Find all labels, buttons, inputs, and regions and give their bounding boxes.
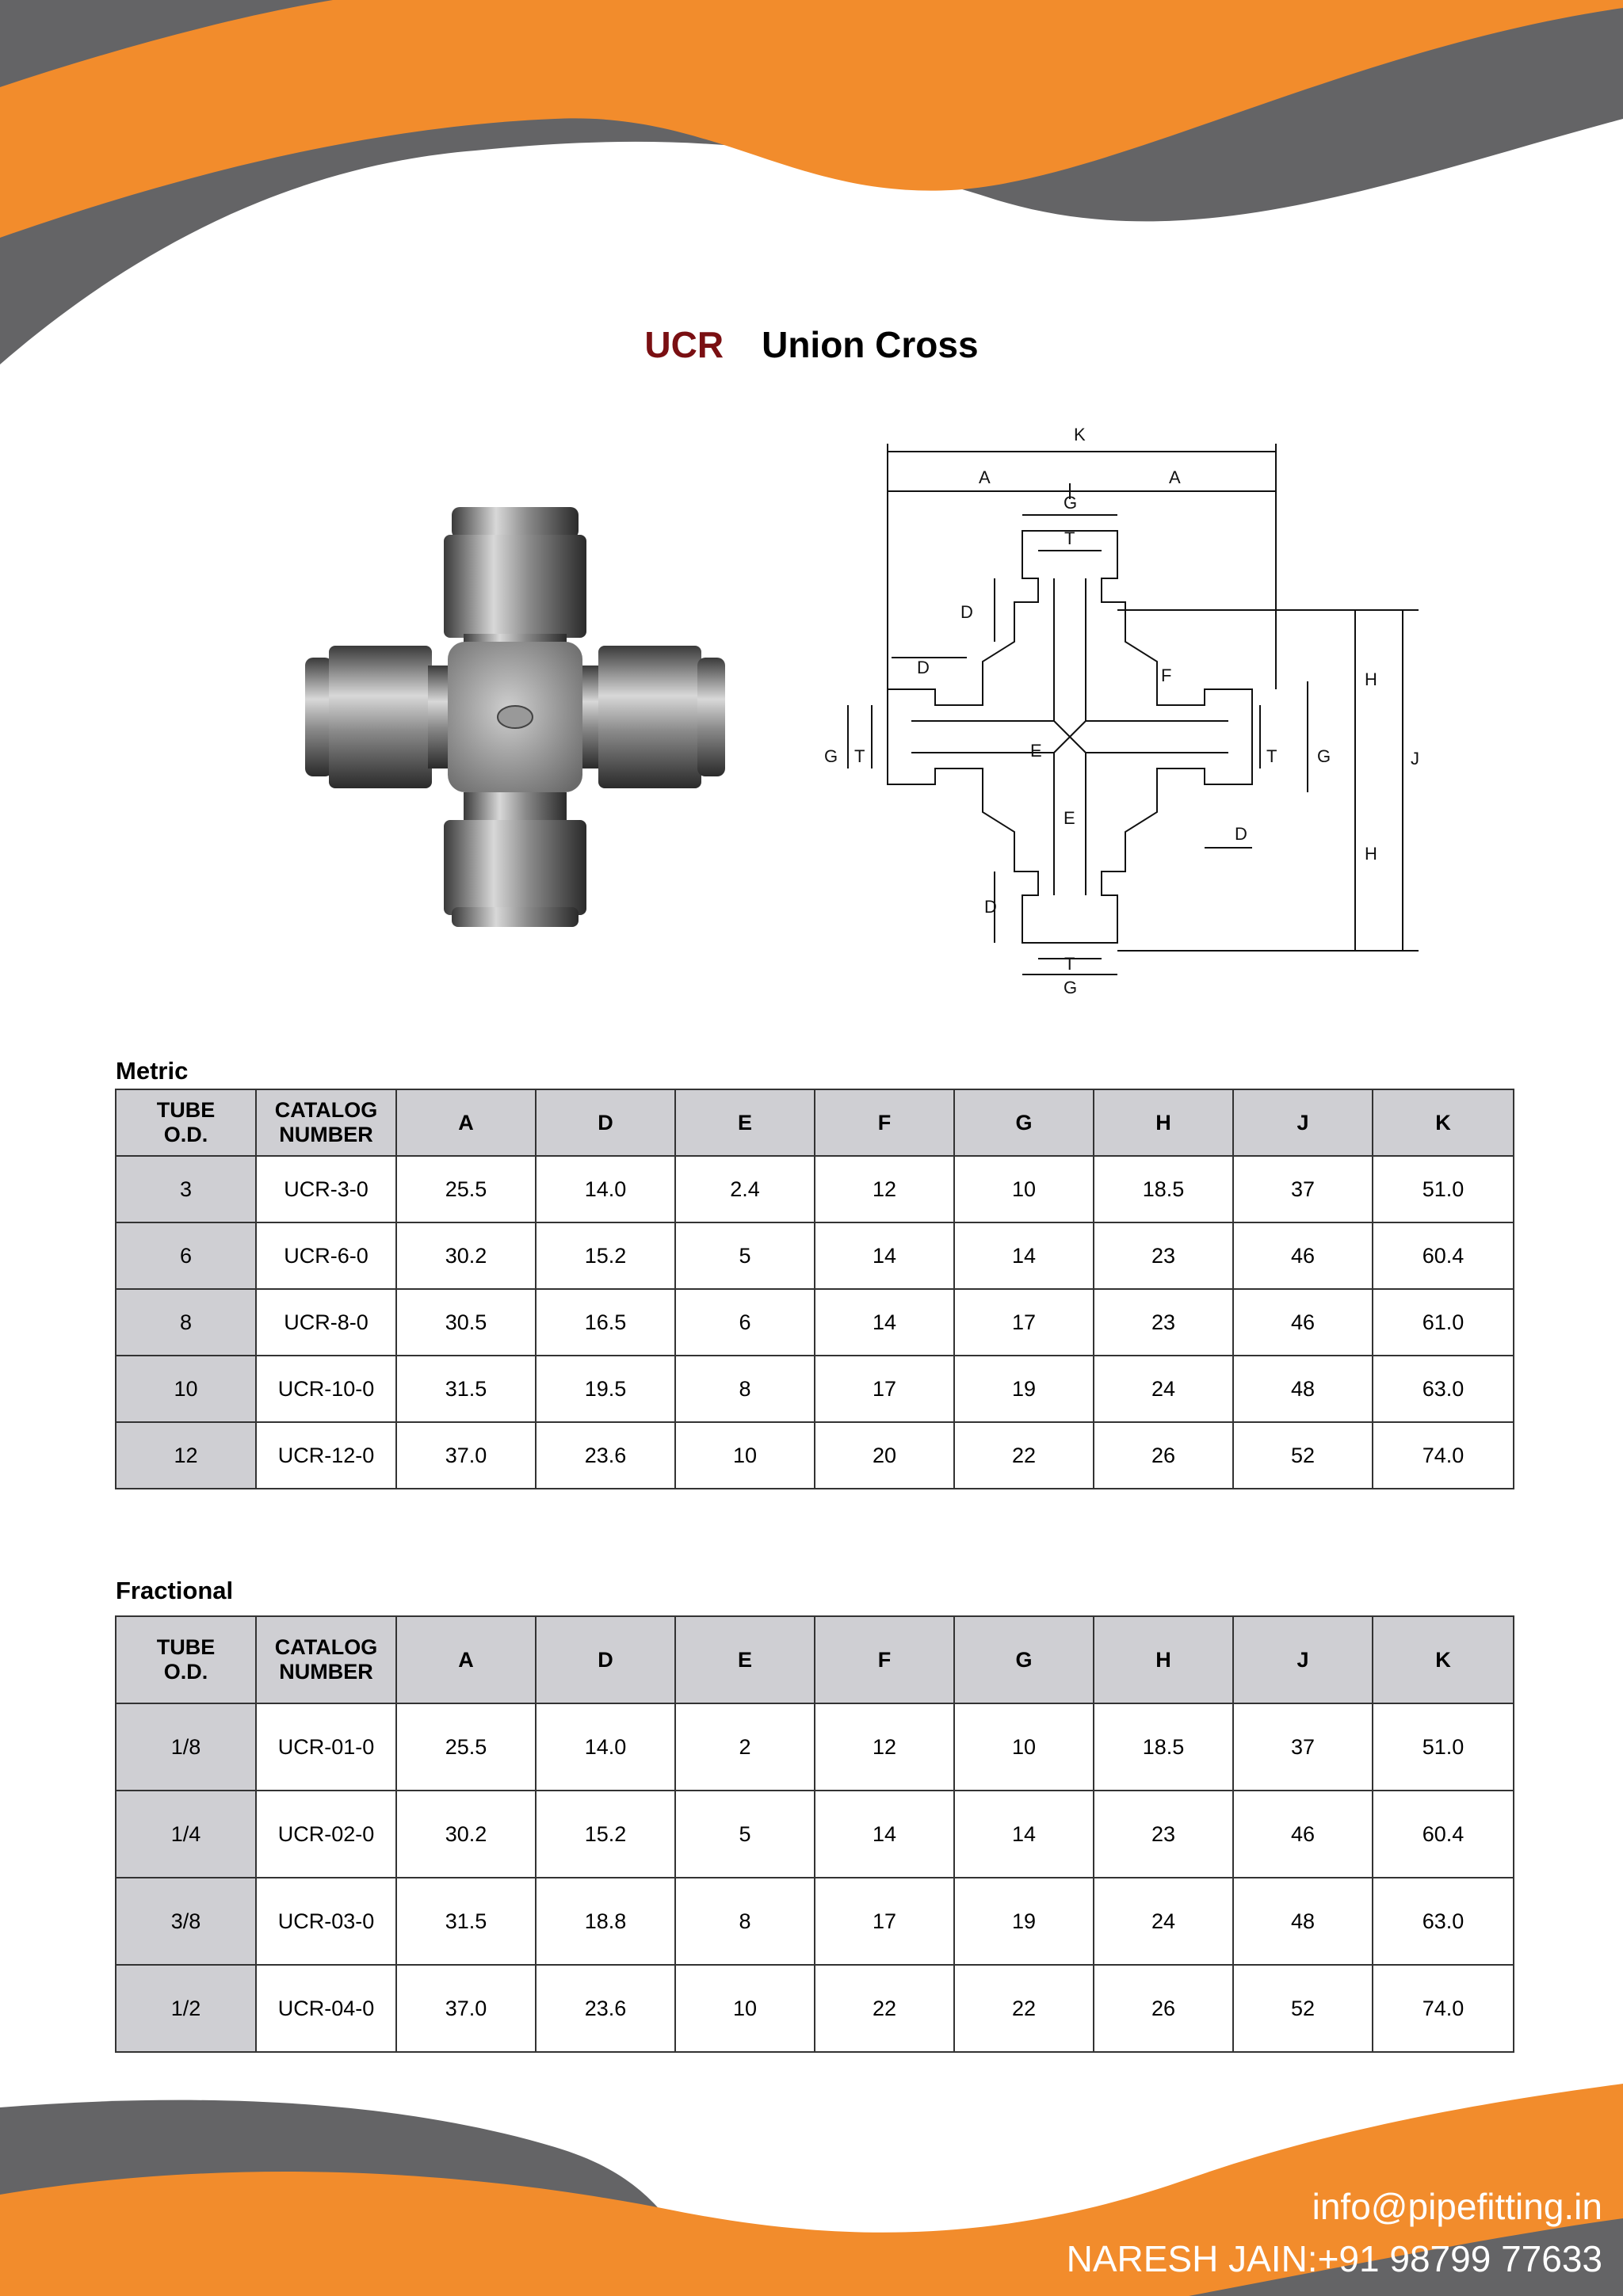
dimension-cell: 12 <box>815 1156 954 1222</box>
catalog-number-cell: UCR-8-0 <box>256 1289 396 1356</box>
dimension-cell: 74.0 <box>1373 1422 1514 1489</box>
dimension-cell: 18.5 <box>1094 1156 1233 1222</box>
dimension-cell: 48 <box>1233 1878 1373 1965</box>
product-name: Union Cross <box>762 324 979 365</box>
table-row <box>116 1222 1514 1289</box>
dimension-cell: 46 <box>1233 1222 1373 1289</box>
table-header-row <box>116 1616 1514 1703</box>
fractional-section-label: Fractional <box>116 1577 234 1604</box>
dimension-cell: 63.0 <box>1373 1356 1514 1422</box>
drawing-label-g-left: G <box>824 746 838 766</box>
dimension-cell: 19.5 <box>536 1356 675 1422</box>
dimension-cell: 24 <box>1094 1356 1233 1422</box>
drawing-label-d-right: D <box>1235 824 1247 844</box>
dimension-cell: 17 <box>954 1289 1094 1356</box>
dimension-cell: 10 <box>675 1422 815 1489</box>
column-header: CATALOG NUMBER <box>256 1089 396 1156</box>
drawing-label-a-left: A <box>979 467 991 487</box>
tube-od-cell: 3 <box>116 1156 256 1222</box>
column-header: E <box>675 1616 815 1703</box>
drawing-label-d-left: D <box>917 658 930 677</box>
tube-od-cell: 1/4 <box>116 1791 256 1878</box>
dimension-cell: 37.0 <box>396 1965 536 2052</box>
drawing-label-g-right: G <box>1317 746 1331 766</box>
dimension-cell: 60.4 <box>1373 1791 1514 1878</box>
drawing-label-g-bottom: G <box>1064 978 1078 997</box>
column-header: D <box>536 1616 675 1703</box>
dimension-cell: 5 <box>675 1222 815 1289</box>
dimension-cell: 31.5 <box>396 1878 536 1965</box>
fractional-table <box>115 1615 1514 2053</box>
dimension-cell: 26 <box>1094 1422 1233 1489</box>
column-header: CATALOG NUMBER <box>256 1616 396 1703</box>
tube-od-cell: 6 <box>116 1222 256 1289</box>
dimension-cell: 52 <box>1233 1965 1373 2052</box>
dimension-cell: 14 <box>815 1289 954 1356</box>
dimension-cell: 14.0 <box>536 1156 675 1222</box>
catalog-number-cell: UCR-01-0 <box>256 1703 396 1791</box>
dimension-cell: 2.4 <box>675 1156 815 1222</box>
dimension-cell: 37 <box>1233 1703 1373 1791</box>
dimension-cell: 74.0 <box>1373 1965 1514 2052</box>
dimension-cell: 15.2 <box>536 1222 675 1289</box>
drawing-label-j: J <box>1411 749 1419 769</box>
dimension-cell: 23.6 <box>536 1965 675 2052</box>
dimension-cell: 8 <box>675 1356 815 1422</box>
drawing-label-d-top: D <box>960 602 973 622</box>
dimension-cell: 10 <box>675 1965 815 2052</box>
table-header-row <box>116 1089 1514 1156</box>
dimension-cell: 30.5 <box>396 1289 536 1356</box>
dimension-cell: 52 <box>1233 1422 1373 1489</box>
dimension-cell: 18.8 <box>536 1878 675 1965</box>
column-header: A <box>396 1616 536 1703</box>
page-title <box>0 323 1623 366</box>
dimension-cell: 25.5 <box>396 1156 536 1222</box>
dimension-cell: 16.5 <box>536 1289 675 1356</box>
column-header: G <box>954 1089 1094 1156</box>
table-row <box>116 1878 1514 1965</box>
drawing-label-t-top: T <box>1064 528 1075 548</box>
dimension-cell: 37 <box>1233 1156 1373 1222</box>
tube-od-cell: 12 <box>116 1422 256 1489</box>
dimension-cell: 23.6 <box>536 1422 675 1489</box>
dimension-cell: 37.0 <box>396 1422 536 1489</box>
drawing-label-k: K <box>1074 425 1086 444</box>
dimension-cell: 26 <box>1094 1965 1233 2052</box>
dimension-cell: 17 <box>815 1878 954 1965</box>
product-photo <box>293 491 753 935</box>
dimension-cell: 22 <box>954 1422 1094 1489</box>
column-header: J <box>1233 1616 1373 1703</box>
dimension-cell: 24 <box>1094 1878 1233 1965</box>
dimension-cell: 61.0 <box>1373 1289 1514 1356</box>
dimension-cell: 51.0 <box>1373 1156 1514 1222</box>
catalog-number-cell: UCR-12-0 <box>256 1422 396 1489</box>
drawing-label-h-upper: H <box>1365 669 1377 689</box>
column-header: J <box>1233 1089 1373 1156</box>
drawing-label-a-right: A <box>1169 467 1181 487</box>
dimension-cell: 22 <box>815 1965 954 2052</box>
dimension-cell: 25.5 <box>396 1703 536 1791</box>
dimension-cell: 51.0 <box>1373 1703 1514 1791</box>
dimension-cell: 17 <box>815 1356 954 1422</box>
dimension-cell: 19 <box>954 1878 1094 1965</box>
catalog-number-cell: UCR-3-0 <box>256 1156 396 1222</box>
column-header: G <box>954 1616 1094 1703</box>
table-row <box>116 1289 1514 1356</box>
column-header: K <box>1373 1089 1514 1156</box>
dimension-cell: 14.0 <box>536 1703 675 1791</box>
dimension-cell: 5 <box>675 1791 815 1878</box>
metric-table <box>115 1089 1514 1489</box>
column-header: E <box>675 1089 815 1156</box>
table-row <box>116 1965 1514 2052</box>
dimension-cell: 10 <box>954 1703 1094 1791</box>
dimension-cell: 8 <box>675 1878 815 1965</box>
dimension-cell: 48 <box>1233 1356 1373 1422</box>
drawing-label-d-bottom: D <box>984 897 997 917</box>
catalog-number-cell: UCR-03-0 <box>256 1878 396 1965</box>
tube-od-cell: 1/2 <box>116 1965 256 2052</box>
metric-section-label: Metric <box>116 1057 189 1085</box>
catalog-number-cell: UCR-10-0 <box>256 1356 396 1422</box>
catalog-number-cell: UCR-04-0 <box>256 1965 396 2052</box>
drawing-label-f: F <box>1161 666 1172 685</box>
column-header: H <box>1094 1616 1233 1703</box>
contact-block <box>1067 2180 1602 2285</box>
dimension-cell: 14 <box>815 1791 954 1878</box>
dimension-cell: 46 <box>1233 1791 1373 1878</box>
tube-od-cell: 8 <box>116 1289 256 1356</box>
drawing-label-t-right: T <box>1266 746 1277 766</box>
dimension-drawing <box>800 420 1434 1006</box>
tube-od-cell: 3/8 <box>116 1878 256 1965</box>
dimension-cell: 20 <box>815 1422 954 1489</box>
dimension-cell: 14 <box>954 1222 1094 1289</box>
product-code: UCR <box>644 324 724 365</box>
dimension-cell: 23 <box>1094 1222 1233 1289</box>
column-header: H <box>1094 1089 1233 1156</box>
dimension-cell: 23 <box>1094 1791 1233 1878</box>
dimension-cell: 19 <box>954 1356 1094 1422</box>
dimension-cell: 31.5 <box>396 1356 536 1422</box>
drawing-label-t-left: T <box>854 746 865 766</box>
dimension-cell: 12 <box>815 1703 954 1791</box>
dimension-cell: 30.2 <box>396 1791 536 1878</box>
dimension-cell: 2 <box>675 1703 815 1791</box>
dimension-cell: 60.4 <box>1373 1222 1514 1289</box>
drawing-label-g-top: G <box>1064 493 1078 513</box>
drawing-label-t-bottom: T <box>1064 954 1075 974</box>
column-header: D <box>536 1089 675 1156</box>
column-header: A <box>396 1089 536 1156</box>
tube-od-cell: 1/8 <box>116 1703 256 1791</box>
catalog-number-cell: UCR-6-0 <box>256 1222 396 1289</box>
dimension-cell: 22 <box>954 1965 1094 2052</box>
column-header: K <box>1373 1616 1514 1703</box>
drawing-label-e-horizontal: E <box>1030 741 1042 761</box>
dimension-cell: 18.5 <box>1094 1703 1233 1791</box>
drawing-label-h-lower: H <box>1365 844 1377 864</box>
table-row <box>116 1422 1514 1489</box>
table-row <box>116 1356 1514 1422</box>
table-row <box>116 1791 1514 1878</box>
dimension-cell: 30.2 <box>396 1222 536 1289</box>
catalog-number-cell: UCR-02-0 <box>256 1791 396 1878</box>
dimension-cell: 46 <box>1233 1289 1373 1356</box>
tube-od-cell: 10 <box>116 1356 256 1422</box>
dimension-cell: 10 <box>954 1156 1094 1222</box>
table-row <box>116 1703 1514 1791</box>
drawing-label-e-vertical: E <box>1064 808 1075 828</box>
table-row <box>116 1156 1514 1222</box>
contact-email: info@pipefitting.in <box>1312 2186 1602 2227</box>
dimension-cell: 6 <box>675 1289 815 1356</box>
column-header: TUBE O.D. <box>116 1616 256 1703</box>
contact-phone: NARESH JAIN:+91 98799 77633 <box>1066 2238 1602 2279</box>
column-header: F <box>815 1616 954 1703</box>
dimension-cell: 14 <box>815 1222 954 1289</box>
dimension-cell: 23 <box>1094 1289 1233 1356</box>
dimension-cell: 14 <box>954 1791 1094 1878</box>
dimension-cell: 63.0 <box>1373 1878 1514 1965</box>
column-header: F <box>815 1089 954 1156</box>
dimension-cell: 15.2 <box>536 1791 675 1878</box>
column-header: TUBE O.D. <box>116 1089 256 1156</box>
